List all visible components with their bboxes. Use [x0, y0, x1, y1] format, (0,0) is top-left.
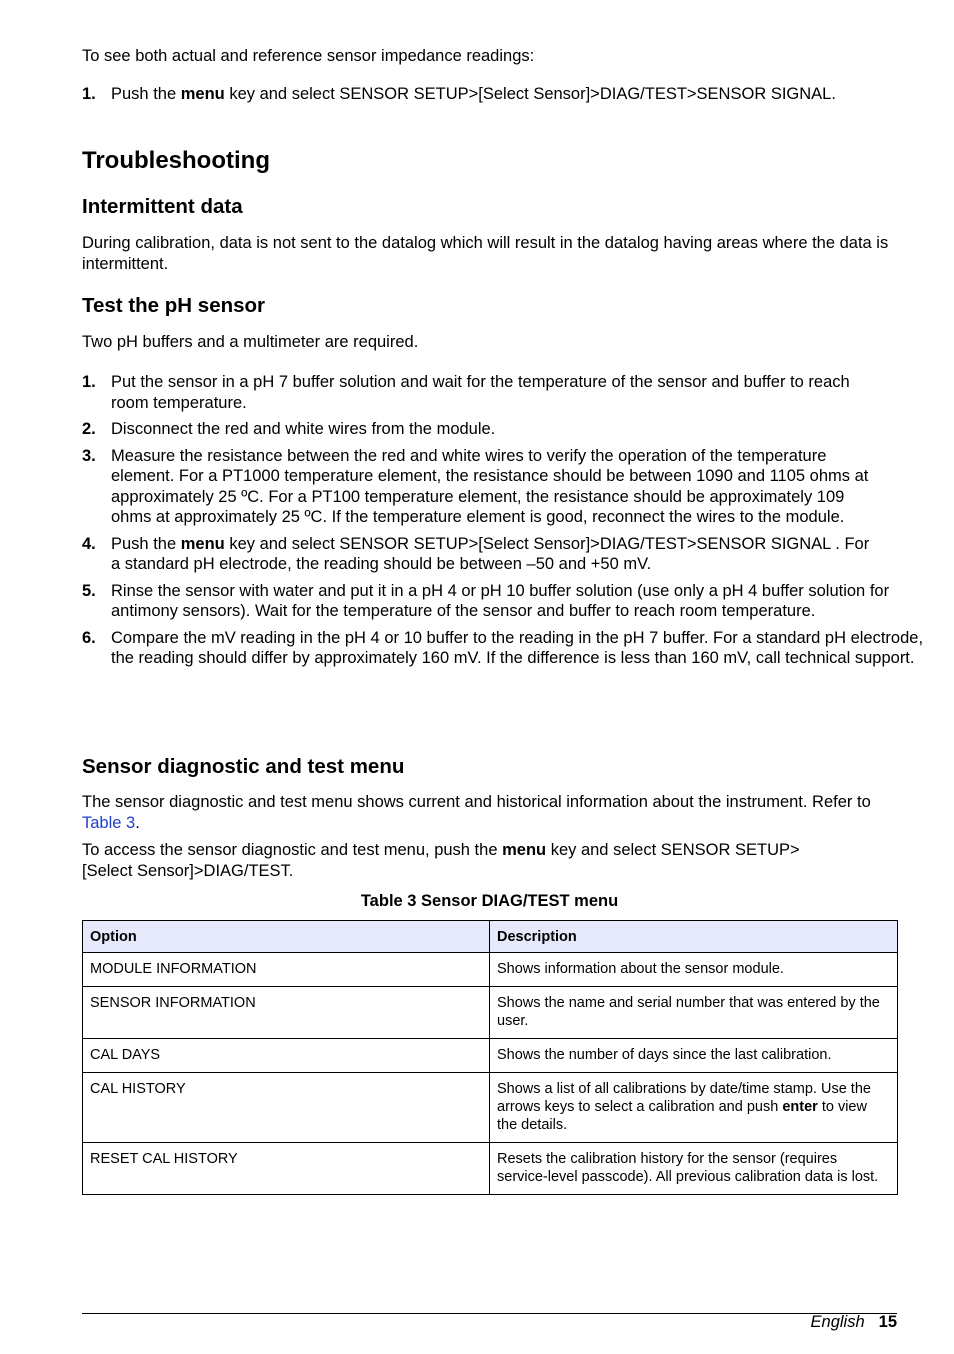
table-row [83, 987, 898, 1039]
heading-troubleshooting: Troubleshooting [82, 147, 270, 174]
test-ph-intro: Two pH buffers and a multimeter are required. [82, 333, 419, 351]
table-3-link[interactable]: Table 3 [82, 813, 136, 832]
option-cell: MODULE INFORMATION [83, 953, 490, 987]
description-cell: Shows information about the sensor module. [490, 953, 898, 987]
list-item: 2. Disconnect the red and white wires from the module. [82, 420, 496, 438]
table-row [83, 953, 898, 987]
table-header-row [83, 921, 898, 953]
table-row [83, 1143, 898, 1195]
option-cell: SENSOR INFORMATION [83, 987, 490, 1039]
list-item: 3. Measure the resistance between the red and white wires to verify the operation of the temperature element. For a PT1000 temperature element, the resistance should be between 1090 and 1105 ohms at approximately 25 ºC. For a PT100 temperature element, the resistance should be approximately 109 ohms at approximately 25 ºC. If the temperature element is good, reconnect the wires to the module. [82, 446, 869, 526]
intro-step: 1. Push the menu key and select SENSOR SETUP>[Select Sensor]>DIAG/TEST>SENSOR SIGNAL. [82, 85, 836, 103]
list-item: 5. Rinse the sensor with water and put it in a pH 4 or pH 10 buffer solution (use only a pH 4 buffer solution for antimony sensors). Wait for the temperature of the sensor and buffer to reach room temperature. [82, 581, 890, 620]
option-cell: CAL HISTORY [83, 1073, 490, 1143]
column-header-option: Option [83, 921, 490, 953]
test-ph-steps [82, 372, 924, 669]
footer-divider [82, 1313, 897, 1314]
intro-text: To see both actual and reference sensor impedance readings: [82, 47, 535, 65]
page-number: 15 [878, 1313, 897, 1331]
option-cell: CAL DAYS [83, 1039, 490, 1073]
list-item: 4. Push the menu key and select SENSOR SETUP>[Select Sensor]>DIAG/TEST>SENSOR SIGNAL . For a standard pH electrode, the reading should be between –50 and +50 mV. [82, 534, 870, 573]
heading-sensor-diagnostic: Sensor diagnostic and test menu [82, 755, 405, 778]
column-header-description: Description [490, 921, 898, 953]
intro-steps [82, 84, 842, 105]
description-cell: Shows the number of days since the last calibration. [490, 1039, 898, 1073]
intermittent-text: During calibration, data is not sent to the datalog which will result in the datalog having areas where the data is intermittent. [82, 234, 889, 273]
table-caption: Table 3 Sensor DIAG/TEST menu [360, 892, 619, 910]
table-row [83, 1039, 898, 1073]
description-cell: Shows the name and serial number that was entered by the user. [490, 987, 898, 1039]
footer-language: English [810, 1313, 865, 1331]
page-footer [811, 1312, 897, 1332]
table-row [83, 1073, 898, 1143]
diag-paragraph-2: To access the sensor diagnostic and test menu, push the menu key and select SENSOR SETUP>[Select Sensor]>DIAG/TEST. [82, 841, 800, 880]
diag-paragraph-1: The sensor diagnostic and test menu shows current and historical information about the instrument. Refer to Table 3. [82, 793, 871, 832]
list-item: 6. Compare the mV reading in the pH 4 or 10 buffer to the reading in the pH 7 buffer. For a standard pH electrode, the reading should differ by approximately 160 mV. If the difference is less than 160 mV, call technical support. [82, 628, 924, 667]
description-cell: Resets the calibration history for the sensor (requires service-level passcode). All previous calibration data is lost. [490, 1143, 898, 1195]
heading-intermittent-data: Intermittent data [82, 195, 243, 218]
list-item: 1. Put the sensor in a pH 7 buffer solution and wait for the temperature of the sensor and buffer to reach room temperature. [82, 373, 850, 412]
option-cell: RESET CAL HISTORY [83, 1143, 490, 1195]
diag-test-table [82, 920, 898, 1195]
step-number: 1. [82, 85, 96, 103]
heading-test-ph-sensor: Test the pH sensor [82, 294, 266, 317]
description-cell: Shows a list of all calibrations by date/time stamp. Use the arrows keys to select a calibration and push enter to view the details. [490, 1073, 898, 1143]
